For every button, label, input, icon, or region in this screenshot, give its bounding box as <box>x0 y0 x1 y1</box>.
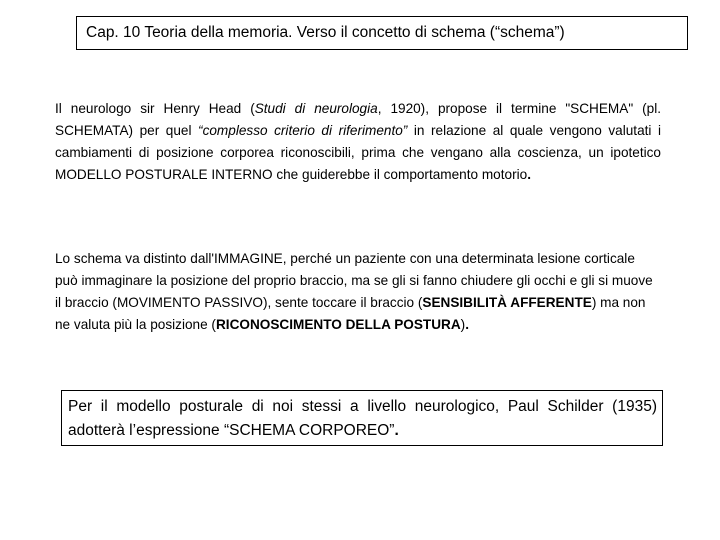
p2-text-2: ) ma non ne valuta più la posizione ( <box>55 295 646 332</box>
p1-text-2: , 1920), propose il termine "SCHEMA" (pl. SCHEMATA) per quel <box>55 101 661 138</box>
paragraph-head-schema <box>55 98 661 186</box>
p2-final-period: . <box>465 317 469 332</box>
p1-text-3: in relazione al quale vengono valutati i cambiamenti di posizione corporea riconoscibili, prima che vengano alla coscienza, un ipotetico MODELLO POSTURALE INTERNO che guiderebbe il comportamento motorio <box>55 123 661 182</box>
quote-text: Per il modello posturale di noi stessi a livello neurologico, Paul Schilder (1935) adotterà l’espressione “SCHEMA CORPOREO” <box>68 398 657 439</box>
p1-book-title: Studi di neurologia <box>254 101 378 116</box>
p2-text-1: Lo schema va distinto dall'IMMAGINE, perché un paziente con una determinata lesione corticale può immaginare la posizione del proprio braccio, ma se gli si fanno chiudere gli occhi e gli si muove il braccio (MOVIMENTO PASSIVO), sente toccare il braccio ( <box>55 251 653 310</box>
paragraph-schema-vs-image <box>55 248 661 336</box>
quote-final-period: . <box>394 422 399 439</box>
p2-posture-recognition: RICONOSCIMENTO DELLA POSTURA <box>215 317 461 332</box>
schilder-body-schema-box <box>61 390 663 446</box>
p2-text-3: ) <box>460 317 466 332</box>
p1-quoted-phrase: “complesso criterio di riferimento” <box>198 123 408 138</box>
slide-title-text: Cap. 10 Teoria della memoria. Verso il concetto di schema (“schema”) <box>86 24 565 42</box>
p1-text-1: Il neurologo sir Henry Head ( <box>55 101 255 116</box>
p1-final-period: . <box>527 167 531 182</box>
slide-title <box>76 16 688 50</box>
p2-afferent-sensitivity: SENSIBILITÀ AFFERENTE <box>422 295 592 310</box>
